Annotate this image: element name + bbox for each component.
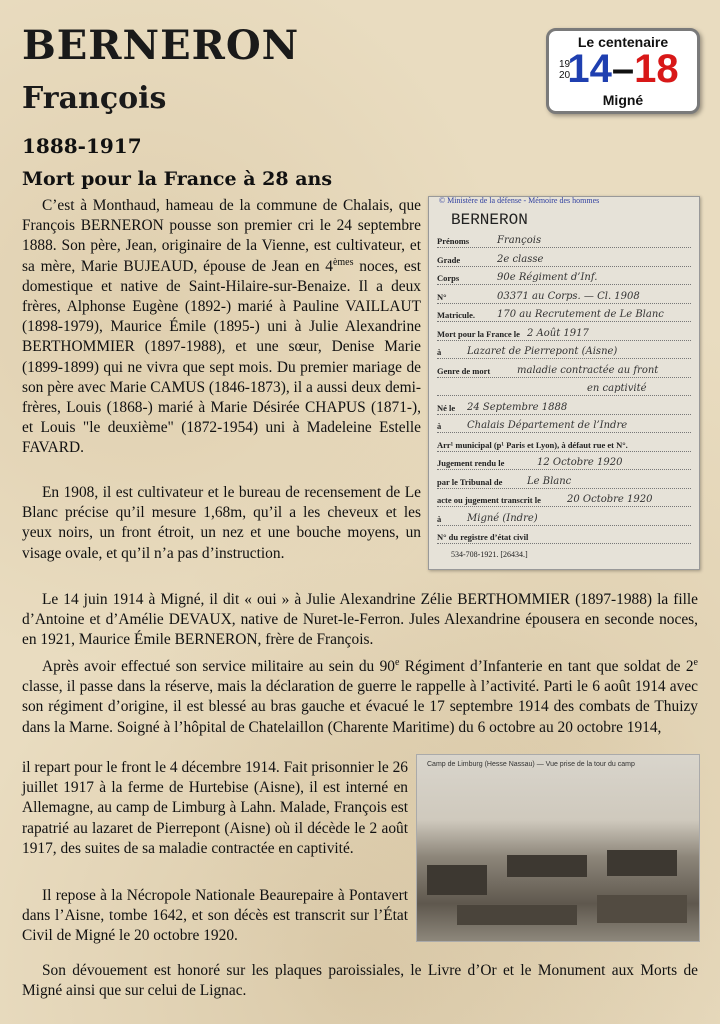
surname-title: BERNERON <box>22 22 300 69</box>
photo-barrack <box>507 855 587 877</box>
card-row <box>437 472 691 489</box>
centenaire-logo <box>546 28 700 114</box>
card-row-value: Migné (Indre) <box>467 512 538 524</box>
card-row <box>437 324 691 341</box>
card-row-label: par le Tribunal de <box>437 476 503 487</box>
card-header: © Ministère de la défense - Mémoire des hommes <box>439 196 600 205</box>
card-row-value: Lazaret de Pierrepont (Aisne) <box>467 346 618 357</box>
card-row-value: 2 Août 1917 <box>527 327 589 339</box>
card-row-label: Matricule. <box>437 310 475 320</box>
card-row-label: à <box>437 421 442 431</box>
card-row <box>437 305 691 322</box>
card-row <box>437 416 691 433</box>
death-record-card <box>428 196 700 570</box>
photo-barrack <box>427 865 487 895</box>
card-row <box>437 361 691 378</box>
paragraph-recensement: En 1908, il est cultivateur et le bureau de recensement de Le Blanc précise qu’il mesure 1,68m, qu’il a les cheveux et les yeux noirs, un front étroit, un nez et une bouche moyens, un visage ovale, et qu’il n’a pas d’instruction. <box>22 484 421 562</box>
card-row-label: N° <box>437 291 447 302</box>
paragraph-birth <box>22 196 421 459</box>
logo-dash: – <box>611 47 635 91</box>
photo-barrack <box>457 905 577 925</box>
paragraph-birth-sup: èmes <box>332 256 354 268</box>
card-row <box>437 490 691 507</box>
card-row-value: 12 Octobre 1920 <box>537 457 623 468</box>
card-row-label: Genre de mort <box>437 365 491 376</box>
paragraph-honors: Son dévouement est honoré sur les plaques paroissiales, le Livre d’Or et le Monument aux Morts de Migné ainsi que sur celui de Lignac. <box>22 962 698 1000</box>
card-row-label: Grade <box>437 254 461 265</box>
card-row-label: à <box>437 347 442 357</box>
logo-line1: Le centenaire <box>577 34 669 50</box>
card-row <box>437 453 691 470</box>
paragraph-captivity: il repart pour le front le 4 décembre 1914. Fait prisonnier le 26 juillet 1917 à la ferme de Hurtebise (Aisne), il est interné en Allemagne, au camp de Limburg à Lahn. Malade, François est rapatrié au lazaret de Pierrepont (Aisne) où il décède le 2 août 1917, des suites de sa maladie contractée en captivité. <box>22 759 408 857</box>
logo-numbers <box>549 49 697 89</box>
card-row-value: 24 Septembre 1888 <box>467 401 568 413</box>
paragraph-military <box>22 657 698 738</box>
camp-limburg-photo <box>416 754 700 942</box>
card-row <box>437 268 691 285</box>
card-row-value: maladie contractée au front <box>517 364 659 376</box>
paragraph-military-sup2: e <box>693 656 698 668</box>
paragraph-birth-a: C’est à Monthaud, hameau de la commune de Chalais, que François BERNERON pousse son premier cri le 24 septembre 1888. Son père, Jean, originaire de la Vienne, est cultivateur, et sa mère, Marie BUJEAUD, épouse de Jean en 4 <box>22 197 421 275</box>
card-row-label: N° du registre d’état civil <box>437 532 529 542</box>
card-row-value: François <box>497 235 542 246</box>
card-row-value: 03371 au Corps. — Cl. 1908 <box>497 290 640 302</box>
logo-line3: Migné <box>602 92 644 108</box>
logo-small-20: 20 <box>559 70 571 81</box>
paragraph-marriage: Le 14 juin 1914 à Migné, il dit « oui » à Julie Alexandrine Zélie BERTHOMMIER (1897-1988) la fille d’Antoine et d’Amélie DEVAUX, native de Nuret-le-Ferron. Jules Alexandrine épousera en seconde noces, en 1921, Maurice Émile BERNERON, frère de François. <box>22 591 698 649</box>
card-row <box>437 527 691 544</box>
card-row <box>437 231 691 248</box>
paragraph-military-b: Régiment d’Infanterie en tant que soldat de 2 <box>399 658 694 675</box>
subtitle: Mort pour la France à 28 ans <box>22 168 333 190</box>
card-row-label: Prénoms <box>437 236 470 246</box>
card-row <box>437 342 691 359</box>
card-row-value: 20 Octobre 1920 <box>567 494 653 505</box>
card-row <box>437 250 691 267</box>
card-row <box>437 435 691 452</box>
photo-caption: Camp de Limburg (Hesse Nassau) — Vue prise de la tour du camp <box>427 761 635 768</box>
card-row-label: Arr¹ municipal (p¹ Paris et Lyon), à défaut rue et N°. <box>437 439 628 450</box>
paragraph-military-c: classe, il passe dans la réserve, mais la déclaration de guerre le rappelle à l’activité. Parti le 6 août 1914 avec son régiment d’origine, il est blessé au bras gauche et évacué le 17 septembre 1914 des combats de Thuizy dans la Marne. Soigné à l’hôpital de Chatelaillon (Charente Maritime) du 6 octobre au 20 octobre 1914, <box>22 678 698 736</box>
card-footer: 534-708-1921. [26434.] <box>451 550 528 559</box>
logo-small-19: 19 <box>559 59 571 70</box>
card-row-label: à <box>437 513 442 524</box>
paragraph-birth-b: noces, est domestique et native de Saint-Hilaire-sur-Benaize. Il a deux frères, Alphonse Eugène (1892-) marié à Pauline VAILLAUT (1898-1979), Maurice Émile (1895-) uni à Julie Alexandrine BERTHOMMIER (1897-1988), et une sœur, Denise Marie (1899-1899) qui ne vivra que sept mois. Du premier mariage de son père avec Marie CAMUS (1846-1873), il a aussi deux demi-frères, Louis (1868-) marié à Marie Désirée CHAPUS (1871-), et Louis "le deuxième" (1872-1954) uni à Madeleine Estelle FAVARD. <box>22 257 421 457</box>
logo-num-18: 18 <box>634 47 679 91</box>
paragraph-burial: Il repose à la Nécropole Nationale Beaurepaire à Pontavert dans l’Aisne, tombe 1642, et son décès est transcrit sur l’État Civil de Migné le 20 octobre 1920. <box>22 887 408 945</box>
card-row-label: Corps <box>437 273 460 283</box>
card-row-value: 170 au Recrutement de Le Blanc <box>497 309 664 320</box>
card-row-value: Chalais Département de l’Indre <box>467 420 628 431</box>
card-row <box>437 379 691 396</box>
card-row <box>437 398 691 415</box>
card-row-label: Né le <box>437 402 456 413</box>
card-row-label: Mort pour la France le <box>437 328 520 339</box>
card-name: BERNERON <box>451 211 528 229</box>
card-row <box>437 509 691 526</box>
card-row-label: acte ou jugement transcrit le <box>437 495 541 505</box>
firstname-title: François <box>22 81 167 116</box>
photo-barrack <box>597 895 687 923</box>
card-row-value: en captivité <box>587 383 647 394</box>
paragraph-military-sup1: e <box>395 656 400 668</box>
paragraph-military-a: Après avoir effectué son service militaire au sein du 90 <box>42 658 395 675</box>
photo-barrack <box>607 850 677 876</box>
logo-num-14: 14 <box>567 47 612 91</box>
card-row-value: Le Blanc <box>527 475 572 487</box>
card-row-value: 90e Régiment d’Inf. <box>497 272 598 283</box>
card-row <box>437 287 691 304</box>
life-years: 1888-1917 <box>22 134 142 158</box>
card-row-value: 2e classe <box>497 253 544 265</box>
card-row-label: Jugement rendu le <box>437 458 505 468</box>
